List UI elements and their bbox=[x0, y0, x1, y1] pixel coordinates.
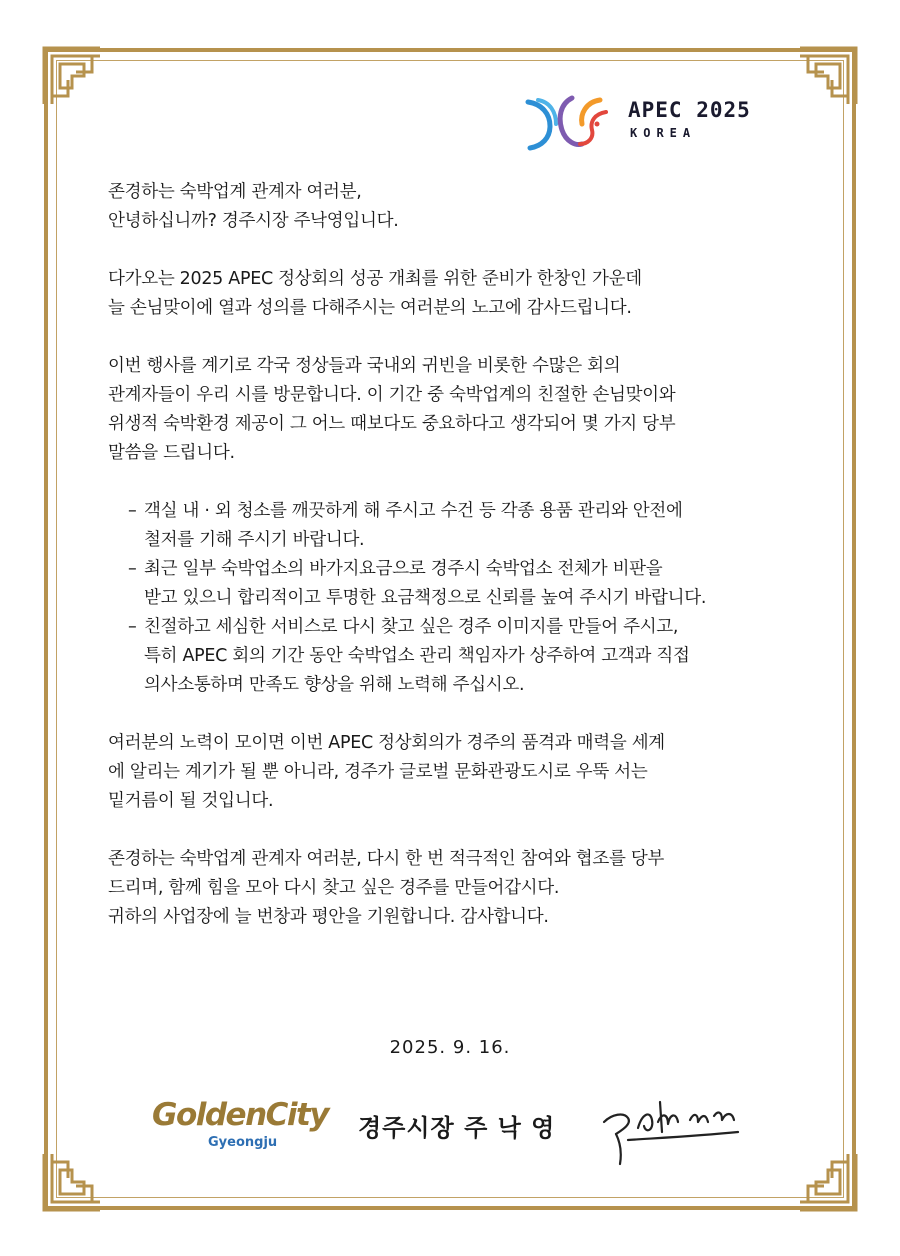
golden-city-gyeongju-logo bbox=[152, 1097, 340, 1157]
text-line: 에 알리는 계기가 될 뿐 아니라, 경주가 글로벌 문화관광도시로 우뚝 서는 bbox=[108, 762, 648, 782]
apec-logo-subtitle: KOREA bbox=[630, 126, 697, 140]
text-line: 의사소통하며 만족도 향상을 위해 노력해 주십시오. bbox=[144, 675, 525, 695]
text-line: 관계자들이 우리 시를 방문합니다. 이 기간 중 숙박업계의 친절한 손님맞이와 bbox=[108, 385, 676, 405]
text-line: 늘 손님맞이에 열과 성의를 다해주시는 여러분의 노고에 감사드립니다. bbox=[108, 298, 632, 318]
list-item bbox=[108, 497, 798, 555]
apec-logo-title: APEC 2025 bbox=[628, 98, 751, 122]
text-line: 이번 행사를 계기로 각국 정상들과 국내외 귀빈을 비롯한 수많은 회의 bbox=[108, 356, 621, 376]
paragraph-2 bbox=[108, 352, 798, 468]
text-line: 존경하는 숙박업계 관계자 여러분, 다시 한 번 적극적인 참여와 협조를 당부 bbox=[108, 849, 665, 869]
text-line: 철저를 기해 주시기 바랍니다. bbox=[144, 530, 365, 550]
text-line: 존경하는 숙박업계 관계자 여러분, bbox=[108, 182, 362, 202]
request-list bbox=[108, 497, 798, 700]
text-line: 안녕하십니까? 경주시장 주낙영입니다. bbox=[108, 211, 399, 231]
city-logo-subtitle: Gyeongju bbox=[208, 1135, 278, 1150]
text-line: 최근 일부 숙박업소의 바가지요금으로 경주시 숙박업소 전체가 비판을 bbox=[144, 559, 663, 579]
text-line: 밑거름이 될 것입니다. bbox=[108, 791, 274, 811]
paragraph-1 bbox=[108, 265, 798, 323]
paragraph-4 bbox=[108, 845, 798, 932]
list-item bbox=[108, 613, 798, 700]
bullet-dash: – bbox=[128, 501, 137, 521]
greeting bbox=[108, 178, 798, 236]
apec-2025-logo bbox=[520, 92, 760, 152]
text-line: 특히 APEC 회의 기간 동안 숙박업소 관리 책임자가 상주하여 고객과 직접 bbox=[144, 646, 690, 666]
text-line: 받고 있으니 합리적이고 투명한 요금책정으로 신뢰를 높여 주시기 바랍니다. bbox=[144, 588, 707, 608]
apec-emblem-icon bbox=[520, 92, 620, 152]
text-line: 말씀을 드립니다. bbox=[108, 443, 235, 463]
frame-corner-ornament bbox=[40, 1150, 104, 1214]
list-item bbox=[108, 555, 798, 613]
text-line: 여러분의 노력이 모이면 이번 APEC 정상회의가 경주의 품격과 매력을 세계 bbox=[108, 733, 665, 753]
handwritten-signature bbox=[598, 1092, 748, 1172]
paragraph-3 bbox=[108, 729, 798, 816]
text-line: 객실 내 · 외 청소를 깨끗하게 해 주시고 수건 등 각종 용품 관리와 안전에 bbox=[144, 501, 683, 521]
bullet-dash: – bbox=[128, 559, 137, 579]
city-logo-title: GoldenCity bbox=[152, 1097, 329, 1133]
bullet-dash: – bbox=[128, 617, 137, 637]
frame-corner-ornament bbox=[796, 1150, 860, 1214]
frame-corner-ornament bbox=[40, 44, 104, 108]
text-line: 위생적 숙박환경 제공이 그 어느 때보다도 중요하다고 생각되어 몇 가지 당부 bbox=[108, 414, 676, 434]
letter-body bbox=[108, 178, 798, 961]
mayor-name: 경주시장 주 낙 영 bbox=[358, 1113, 556, 1142]
text-line: 귀하의 사업장에 늘 번창과 평안을 기원합니다. 감사합니다. bbox=[108, 907, 549, 927]
text-line: 친절하고 세심한 서비스로 다시 찾고 싶은 경주 이미지를 만들어 주시고, bbox=[144, 617, 679, 637]
letter-date: 2025. 9. 16. bbox=[389, 1037, 511, 1058]
text-line: 드리며, 함께 힘을 모아 다시 찾고 싶은 경주를 만들어갑시다. bbox=[108, 878, 560, 898]
frame-corner-ornament bbox=[796, 44, 860, 108]
text-line: 다가오는 2025 APEC 정상회의 성공 개최를 위한 준비가 한창인 가운데 bbox=[108, 269, 642, 289]
